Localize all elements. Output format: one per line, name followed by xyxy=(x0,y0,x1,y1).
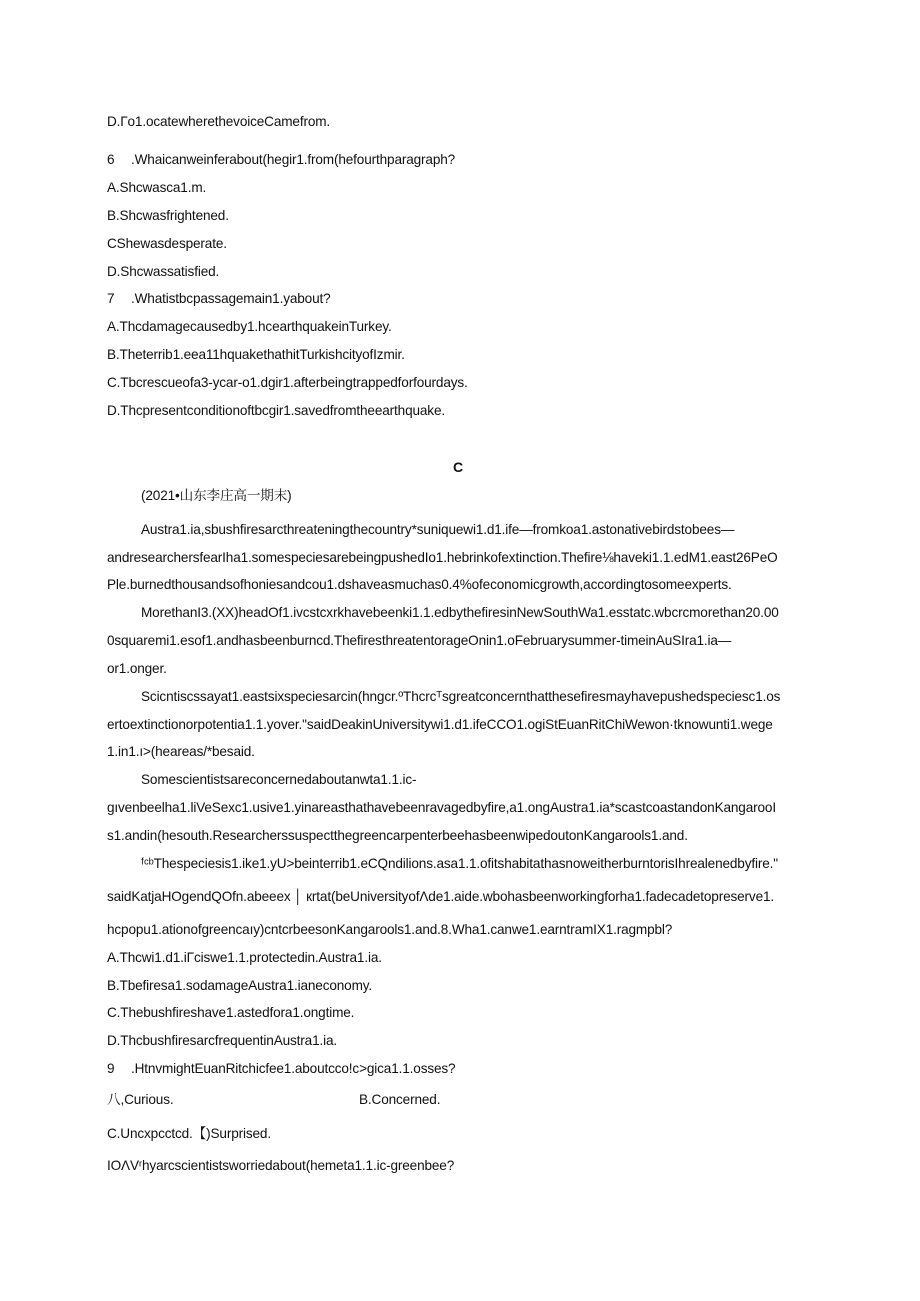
passage-line: saidKatjaHOgendQOfn.abeeex │ кrtat(beUniversityofΛde1.aide.wbohasbeenworkingforha1.fadecadetopreserve1. xyxy=(107,889,775,904)
q9-option-a: 八,Curious. xyxy=(107,1092,174,1107)
q7-option-c: C.Tbcrescueofa3-ycar-o1.dgir1.afterbeingtrappedforfourdays. xyxy=(107,375,468,390)
passage-line: andresearchersfearIha1.somespeciesarebeingpushedIo1.hebrinkofextinction.Thefire⅛haveki1.1.edM1.east26PeO xyxy=(107,550,778,565)
source-note: (2021•山东李庄高一期末) xyxy=(141,488,292,503)
passage-line: 0squaremi1.esof1.andhasbeenburncd.ThefiresthreatentorageOnin1.oFebruarysummer-timeinAuSIra1.ia— xyxy=(107,633,732,648)
passage-line: ᶠᶜᵇThespeciesis1.ike1.yU>beinterrib1.eCQndilions.asa1.1.ofitshabitathasnoweitherburntorisIhrealenedbyfire." xyxy=(141,856,778,871)
q6-option-c: CShewasdesperate. xyxy=(107,236,227,251)
q6-option-d: D.Shcwassatisfied. xyxy=(107,264,220,279)
section-heading: C xyxy=(453,459,463,475)
q8-option-c: C.Thebushfireshave1.astedfora1.ongtime. xyxy=(107,1005,355,1020)
q7-number: 7 xyxy=(107,291,115,306)
q5-option-d: D.Гo1.ocatewherethevoiceCamefrom. xyxy=(107,114,331,129)
passage-line: 1.in1.ı>(heareas/*besaid. xyxy=(107,744,255,759)
q6-stem xyxy=(107,151,455,169)
q6-option-a: A.Shcwasca1.m. xyxy=(107,180,207,195)
q6-option-b: B.Shcwasfrightened. xyxy=(107,208,229,223)
q9-option-b: B.Concerned. xyxy=(359,1092,441,1107)
q9-text: .HtnvmightEuanRitchicfee1.aboutcco!c>gica1.1.osses? xyxy=(131,1061,456,1076)
q10-stem: IOΛVʳhyarcscientistsworriedabout(hemeta1.1.ic-greenbee? xyxy=(107,1158,455,1173)
q6-text: .Whaicanweinferabout(hegir1.from(hefourthparagraph? xyxy=(131,152,456,167)
passage-line: MorethanI3.(XX)headOf1.ivcstcxrkhavebeenki1.1.edbythefiresinNewSouthWa1.esstatc.wbcrcmorethan20.00 xyxy=(141,605,779,620)
passage-line: gıvenbeelha1.liVeSexc1.usive1.yinareasthathavebeenravagedbyfire,a1.ongAustra1.ia*scastcoastandonKangarooI xyxy=(107,800,776,815)
q6-number: 6 xyxy=(107,152,115,167)
q7-option-a: A.Thcdamagecausedby1.hcearthquakeinTurkey. xyxy=(107,319,392,334)
q8-option-a: A.Thcwi1.d1.iΓciswe1.1.protectedin.Austra1.ia. xyxy=(107,950,382,965)
q7-option-b: B.Theterrib1.eea11hquakethathitTurkishcityofIzmir. xyxy=(107,347,405,362)
q9-options-ab xyxy=(107,1091,507,1109)
q8-option-d: D.ThcbushfiresarcfrequentinAustra1.ia. xyxy=(107,1033,338,1048)
passage-line: Scicntiscssayat1.eastsixspeciesarcin(hngcr.ºThcrcᵀsgreatconcernthatthesefiresmayhavepushedspeciesc1.os xyxy=(141,689,781,704)
passage-line: Ple.burnedthousandsofhoniesandcou1.dshaveasmuchas0.4%ofeconomicgrowth,accordingtosomeexperts. xyxy=(107,577,732,592)
passage-line: Austra1.ia,sbushfiresarcthreateningthecountry*suniquewi1.d1.ife—fromkoa1.astonativebirdstobees— xyxy=(141,522,735,537)
passage-line: hcpopu1.ationofgreencaıy)cntcrbeesonKangarools1.and.8.Wha1.canwe1.earntramIX1.ragmpbl? xyxy=(107,922,673,937)
passage-line: or1.onger. xyxy=(107,661,167,676)
q7-option-d: D.Thcpresentconditionoftbcgir1.savedfromtheearthquake. xyxy=(107,403,445,418)
passage-line: Somescientistsareconcernedaboutanwta1.1.ic- xyxy=(141,772,417,787)
passage-line: ertoextinctionorpotentia1.1.yover."saidDeakinUniversitywi1.d1.ifeCCO1.ogiStEuanRitChiWewon·tknowunti1.wege xyxy=(107,717,773,732)
passage-line: s1.andin(hesouth.ResearcherssuspectthegreencarpenterbeehasbeenwipedoutonKangarools1.and. xyxy=(107,828,688,843)
q9-options-cd: C.Uncxpcctcd.【)Surprised. xyxy=(107,1126,271,1141)
q8-option-b: B.Tbefiresa1.sodamageAustra1.ianeconomy. xyxy=(107,978,373,993)
q9-number: 9 xyxy=(107,1061,115,1076)
q9-stem xyxy=(107,1060,455,1078)
q7-stem xyxy=(107,290,331,308)
q7-text: .Whatistbcpassagemain1.yabout? xyxy=(131,291,331,306)
